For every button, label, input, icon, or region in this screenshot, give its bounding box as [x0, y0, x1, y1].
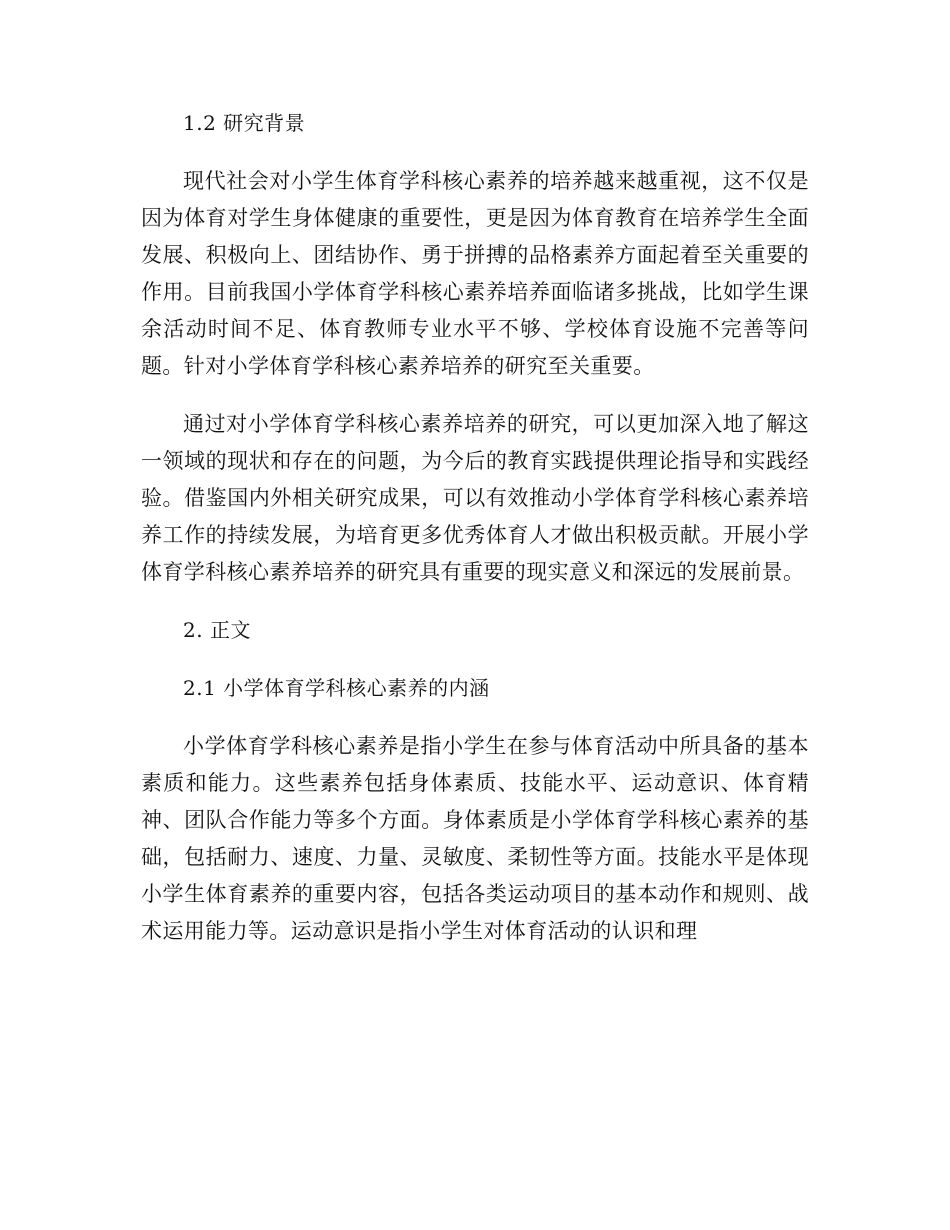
- paragraph-connotation-1: 小学体育学科核心素养是指小学生在参与体育活动中所具备的基本素质和能力。这些素养包括身体素质、技能水平、运动意识、体育精神、团队合作能力等多个方面。身体素质是小学体育学科核心素养的基础，包括耐力、速度、力量、灵敏度、柔韧性等方面。技能水平是体现小学生体育素养的重要内容，包括各类运动项目的基本动作和规则、战术运用能力等。运动意识是指小学生对体育活动的认识和理: [141, 734, 809, 943]
- paragraph-background-1: 现代社会对小学生体育学科核心素养的培养越来越重视，这不仅是因为体育对学生身体健康的重要性，更是因为体育教育在培养学生全面发展、积极向上、团结协作、勇于拼搏的品格素养方面起着至关重要的作用。目前我国小学体育学科核心素养培养面临诸多挑战，比如学生课余活动时间不足、体育教师专业水平不够、学校体育设施不完善等问题。针对小学体育学科核心素养培养的研究至关重要。: [141, 169, 809, 378]
- section-heading-research-background: 1.2 研究背景: [183, 111, 306, 135]
- spacer: [141, 142, 809, 163]
- spacer: [141, 649, 809, 670]
- spacer: [141, 385, 809, 406]
- section-heading-main-text: 2. 正文: [183, 618, 251, 642]
- spacer: [141, 591, 809, 612]
- document-body: [141, 105, 809, 950]
- spacer: [141, 707, 809, 728]
- paragraph-background-2: 通过对小学体育学科核心素养培养的研究，可以更加深入地了解这一领域的现状和存在的问题，为今后的教育实践提供理论指导和实践经验。借鉴国内外相关研究成果，可以有效推动小学体育学科核心素养培养工作的持续发展，为培育更多优秀体育人才做出积极贡献。开展小学体育学科核心素养培养的研究具有重要的现实意义和深远的发展前景。: [141, 412, 809, 584]
- section-heading-core-literacy-connotation: 2.1 小学体育学科核心素养的内涵: [183, 676, 490, 700]
